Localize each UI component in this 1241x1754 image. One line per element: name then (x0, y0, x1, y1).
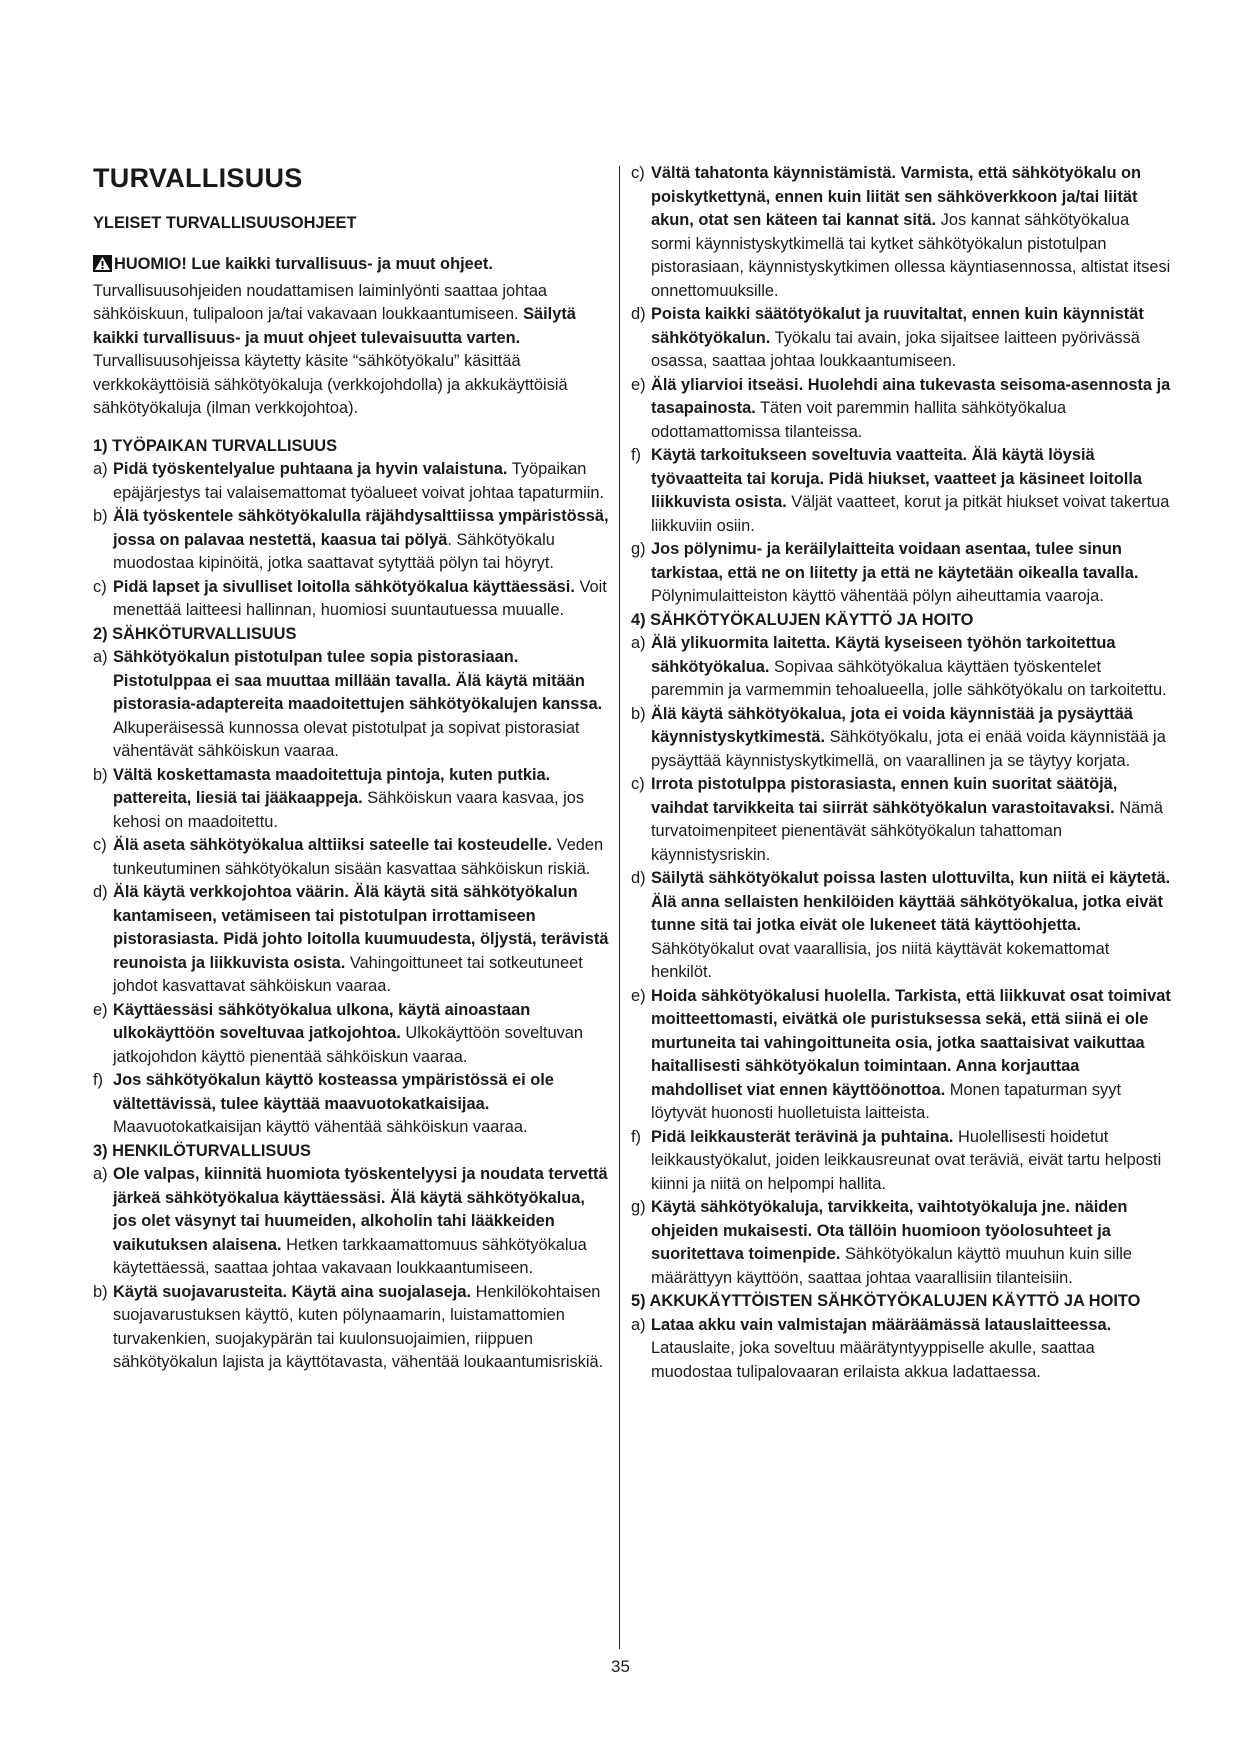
warning-triangle-icon (93, 255, 112, 280)
list-item: a) Lataa akku vain valmistajan määräämässä latauslaitteessa. Latauslaite, joka soveltuu määrätyntyyppiselle akulle, saattaa muodostaa tulipalovaaran erilaista akkua ladattaessa. (631, 1315, 1112, 1381)
list-item: b) Älä käytä sähkötyökalua, jota ei voida käynnistää ja pysäyttää käynnistyskytkimestä. Sähkötyökalu, jota ei enää voida käynnistää ja pysäyttää käynnistyskytkimellä, on vaarallinen ja se täytyy korjata. (631, 704, 1166, 770)
section-title: 5) AKKUKÄYTTÖISTEN SÄHKÖTYÖKALUJEN KÄYTTÖ JA HOITO (631, 1292, 1141, 1310)
list-item: f) Pidä leikkausterät terävinä ja puhtaina. Huolellisesti hoidetut leikkaustyökalut, joiden leikkausreunat ovat teräviä, eivät tartu helposti kiinni ja niitä on helpompi hallita. (631, 1127, 1162, 1193)
list-item: g) Jos pölynimu- ja keräilylaitteita voidaan asentaa, tulee sinun tarkistaa, että ne on liitetty ja että ne käytetään oikealla tavalla. Pölynimulaitteiston käyttö vähentää pölyn aiheuttamia vaaroja. (631, 540, 1139, 605)
list-item: e) Hoida sähkötyökalusi huolella. Tarkista, että liikkuvat osat toimivat moitteettomasti, eivätkä ole puristuksessa sekä, että siinä ei ole murtuneita tai vahingoittuneita osia, jotka saattaisivat vaikuttaa haitallisesti sähkötyökalun toimintaan. Anna korjauttaa mahdolliset viat ennen käyttöönottoa. Monen tapaturman syyt löytyvät huonosti huolletuista laitteista. (631, 986, 1171, 1122)
list-item: a) Ole valpas, kiinnitä huomiota työskentelyysi ja noudata tervettä järkeä sähkötyökalua käyttäessäsi. Älä käytä sähkötyökalua, jos olet väsynyt tai huumeiden, alkoholin tahi lääkkeiden vaikutuksen alaisena. Hetken tarkkaamattomuus sähkötyökalua käytettäessä, saattaa johtaa vakavaan loukkaantumiseen. (93, 1165, 608, 1277)
section-title: 3) HENKILÖTURVALLISUUS (93, 1141, 311, 1160)
list-item: a) Pidä työskentelyalue puhtaana ja hyvin valaistuna. Työpaikan epäjärjestys tai valaisemattomat työalueet voivat johtaa tapaturmiin. (93, 460, 605, 502)
list-item: a) Älä ylikuormita laitetta. Käytä kyseiseen työhön tarkoitettua sähkötyökalua. Sopivaa sähkötyökalua käyttäen työskentelet paremmin ja varmemmin tehoalueella, jolle sähkötyökalu on tarkoitettu. (631, 634, 1167, 699)
list-item: b) Vältä koskettamasta maadoitettuja pintoja, kuten putkia. pattereita, liesiä tai jääkaappeja. Sähköiskun vaara kasvaa, jos kehosi on maadoitettu. (93, 765, 585, 831)
left-column (93, 162, 613, 1375)
list-item: d) Poista kaikki säätötyökalut ja ruuvitaltat, ennen kuin käynnistät sähkötyökalun. Työkalu tai avain, joka sijaitsee laitteen pyörivässä osassa, saattaa johtaa loukkaantumiseen. (631, 305, 1144, 370)
list-item: f) Käytä tarkoitukseen soveltuvia vaatteita. Älä käytä löysiä työvaatteita tai koruja. Pidä hiukset, vaatteet ja käsineet loitolla liikkuvista osista. Väljät vaatteet, korut ja pitkät hiukset voivat takertua liikkuviin osiin. (631, 446, 1170, 535)
section-title: 1) TYÖPAIKAN TURVALLISUUS (93, 436, 338, 455)
list-item: a) Sähkötyökalun pistotulpan tulee sopia pistorasiaan. Pistotulppaa ei saa muuttaa millään tavalla. Älä käytä mitään pistorasia-adaptereita maadoitettujen sähkötyökalujen kanssa. Alkuperäisessä kunnossa olevat pistotulpat ja sopivat pistorasiat vähentävät sähköiskun vaaraa. (93, 648, 603, 760)
list-item: d) Säilytä sähkötyökalut poissa lasten ulottuvilta, kun niitä ei käytetä. Älä anna sellaisten henkilöiden käyttää sähkötyökalua, jotka eivät tunne sitä tai jotka eivät ole lukeneet tätä käyttöohjetta. Sähkötyökalut ovat vaarallisia, jos niitä käyttävät kokemattomat henkilöt. (631, 869, 1171, 981)
list-item: e) Älä yliarvioi itseäsi. Huolehdi aina tukevasta seisoma-asennosta ja tasapainosta. Täten voit paremmin hallita sähkötyökalua odottamattomissa tilanteissa. (631, 375, 1171, 441)
right-column (631, 162, 1171, 1384)
list-item: f) Jos sähkötyökalun käyttö kosteassa ympäristössä ei ole vältettävissä, tulee käyttää maavuotokatkaisijaa. Maavuotokatkaisijan käyttö vähentää sähköiskun vaaraa. (93, 1071, 554, 1136)
list-item: b) Älä työskentele sähkötyökalulla räjähdysalttiissa ympäristössä, jossa on palavaa nestettä, kaasua tai pölyä. Sähkötyökalu muodostaa kipinöitä, jotka saattavat sytyttää pölyn tai höyryt. (93, 507, 609, 572)
page-title: TURVALLISUUS (93, 163, 303, 193)
section-title: 4) SÄHKÖTYÖKALUJEN KÄYTTÖ JA HOITO (631, 610, 974, 629)
list-item: c) Irrota pistotulppa pistorasiasta, ennen kuin suoritat säätöjä, vaihdat tarvikkeita tai siirrät sähkötyökalun varastoitavaksi. Nämä turvatoimenpiteet pienentävät sähkötyökalun tahattoman käynnistysriskin. (631, 775, 1163, 864)
list-item: g) Käytä sähkötyökaluja, tarvikkeita, vaihtotyökaluja jne. näiden ohjeiden mukaisesti. Ota tällöin huomioon työolosuhteet ja suoritettava toimenpide. Sähkötyökalun käyttö muuhun kuin sille määrättyyn käyttöön, saattaa johtaa vaarallisiin tilanteisiin. (631, 1198, 1132, 1287)
list-item: c) Pidä lapset ja sivulliset loitolla sähkötyökalua käyttäessäsi. Voit menettää laitteesi hallinnan, huomiosi suuntautuessa muualle. (93, 577, 607, 619)
list-item: b) Käytä suojavarusteita. Käytä aina suojalaseja. Henkilökohtaisen suojavarustuksen käyttö, kuten pölynaamarin, luistamattomien turvakenkien, suojakypärän tai kuulonsuojaimien, riippuen sähkötyökalun lajista ja käyttötavasta, vähentää loukaantumisriskiä. (93, 1282, 604, 1371)
list-item: c) Älä aseta sähkötyökalua alttiiksi sateelle tai kosteudelle. Veden tunkeutuminen sähkötyökalun sisään kasvattaa sähköiskun riskiä. (93, 836, 604, 878)
list-item: e) Käyttäessäsi sähkötyökalua ulkona, käytä ainoastaan ulkokäyttöön soveltuvaa jatkojohtoa. Ulkokäyttöön soveltuvan jatkojohdon käyttö pienentää sähköiskun vaaraa. (93, 1000, 584, 1066)
warning-paragraph: HUOMIO! Lue kaikki turvallisuus- ja muut ohjeet. Turvallisuusohjeiden noudattamisen laiminlyönti saattaa johtaa sähköiskuun, tulipaloon ja/tai vakavaan loukkaantumiseen. Säilytä kaikki turvallisuus- ja muut ohjeet tulevaisuutta varten. Turvallisuusohjeissa käytetty käsite “sähkötyökalu” käsittää verkkokäyttöisiä sähkötyökaluja (verkkojohdolla) ja akkukäyttöisiä sähkötyökaluja (ilman verkkojohtoa). (93, 255, 576, 417)
section-title: 2) SÄHKÖTURVALLISUUS (93, 624, 297, 643)
page-number: 35 (611, 1657, 630, 1676)
list-item: c) Vältä tahatonta käynnistämistä. Varmista, että sähkötyökalu on poiskytkettynä, ennen kuin liität sen sähköverkkoon ja/tai liität akun, otat sen käteen tai kannat sitä. Jos kannat sähkötyökalua sormi käynnistyskytkimellä tai kytket sähkötyökalun pistotulpan pistorasiaan, käynnistyskytkimen ollessa käyntiasennossa, altistat itsesi onnettomuuksille. (631, 164, 1171, 300)
column-divider (619, 166, 620, 1649)
subtitle: YLEISET TURVALLISUUSOHJEET (93, 214, 357, 232)
list-item: d) Älä käytä verkkojohtoa väärin. Älä käytä sitä sähkötyökalun kantamiseen, vetämiseen tai pistotulpan irrottamiseen pistorasiasta. Pidä johto loitolla kuumuudesta, öljystä, terävistä reunoista ja liikkuvista osista. Vahingoittuneet tai sotkeutuneet johdot kasvattavat sähköiskun vaaraa. (93, 883, 609, 995)
